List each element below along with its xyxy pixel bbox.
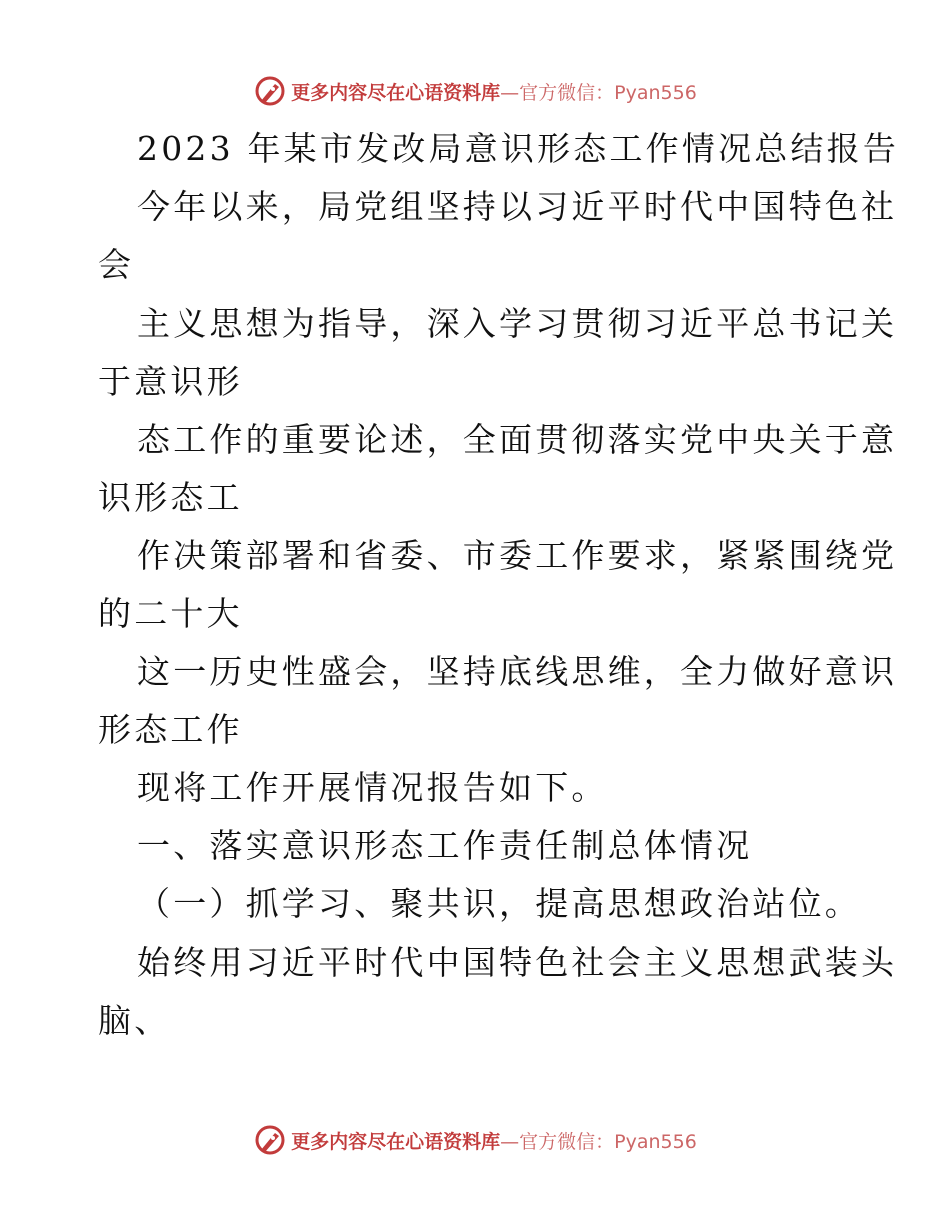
pen-logo-icon	[253, 74, 287, 108]
watermark-strong-text: 更多内容尽在心语资料库	[291, 81, 501, 104]
text-line: 作决策部署和省委、市委工作要求，紧紧围绕党	[137, 536, 898, 575]
footer-watermark	[0, 1120, 950, 1160]
text-line: 形态工作	[98, 710, 243, 749]
text-line: 态工作的重要论述，全面贯彻落实党中央关于意	[137, 420, 898, 459]
text-line: 于意识形	[98, 362, 243, 401]
watermark-light-text: —官方微信：Pyan556	[500, 1130, 697, 1153]
section-heading: 一、落实意识形态工作责任制总体情况	[137, 826, 753, 865]
text-line: 现将工作开展情况报告如下。	[137, 768, 608, 807]
watermark-strong-text: 更多内容尽在心语资料库	[291, 1130, 501, 1153]
text-line: 脑、	[98, 1001, 171, 1040]
text-line: 主义思想为指导，深入学习贯彻习近平总书记关	[137, 304, 898, 343]
text-line: 会	[98, 245, 135, 284]
text-line: 的二十大	[98, 594, 243, 633]
pen-logo-icon	[253, 1123, 287, 1157]
text-line: 今年以来，局党组坚持以习近平时代中国特色社	[137, 187, 898, 226]
text-line: 识形态工	[98, 478, 243, 517]
text-line: 这一历史性盛会，坚持底线思维，全力做好意识	[137, 652, 898, 691]
watermark-light-text: —官方微信：Pyan556	[500, 81, 697, 104]
document-title: 2023 年某市发改局意识形态工作情况总结报告	[137, 129, 900, 168]
subsection-heading: （一）抓学习、聚共识，提高思想政治站位。	[137, 884, 861, 923]
header-watermark	[0, 71, 950, 111]
text-line: 始终用习近平时代中国特色社会主义思想武装头	[137, 943, 898, 982]
